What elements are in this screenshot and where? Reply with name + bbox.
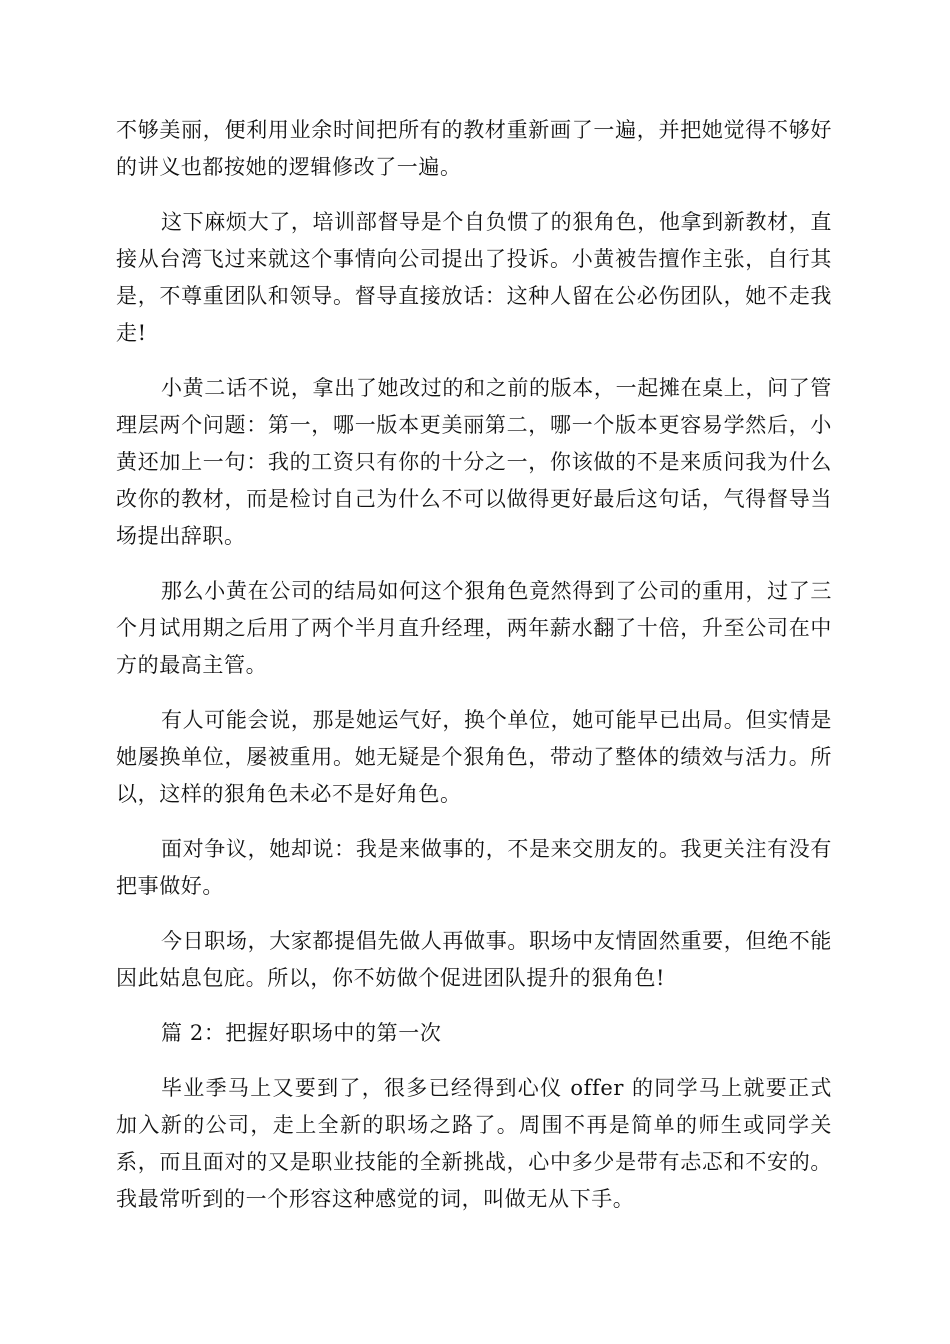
paragraph-outcome: 那么小黄在公司的结局如何这个狠角色竟然得到了公司的重用，过了三个月试用期之后用了两个半月直升经理，两年薪水翻了十倍，升至公司在中方的最高主管。 bbox=[116, 579, 832, 677]
section-heading: 篇 2：把握好职场中的第一次 bbox=[161, 1021, 442, 1045]
paragraph-complaint: 这下麻烦大了，培训部督导是个自负惯了的狠角色，他拿到新教材，直接从台湾飞过来就这个事情向公司提出了投诉。小黄被告擅作主张，自行其是，不尊重团队和领导。督导直接放话：这种人留在公必伤团队，她不走我走! bbox=[116, 210, 832, 345]
paragraph-response: 小黄二话不说，拿出了她改过的和之前的版本，一起摊在桌上，问了管理层两个问题：第一，哪一版本更美丽第二，哪一个版本更容易学然后，小黄还加上一句：我的工资只有你的十分之一，你该做的不是来质问我为什么改你的教材，而是检讨自己为什么不可以做得更好最后这句话，气得督导当场提出辞职。 bbox=[116, 376, 832, 548]
paragraph-quote: 面对争议，她却说：我是来做事的，不是来交朋友的。我更关注有没有把事做好。 bbox=[116, 837, 832, 898]
paragraph-continued: 不够美丽，便利用业余时间把所有的教材重新画了一遍，并把她觉得不够好的讲义也都按她的逻辑修改了一遍。 bbox=[116, 118, 832, 179]
paragraph-graduation: 毕业季马上又要到了，很多已经得到心仪 offer 的同学马上就要正式加入新的公司，走上全新的职场之路了。周围不再是简单的师生或同学关系，而且面对的又是职业技能的全新挑战，心中多少是带有忐忑和不安的。我最常听到的一个形容这种感觉的词，叫做无从下手。 bbox=[116, 1076, 832, 1211]
paragraph-conclusion: 今日职场，大家都提倡先做人再做事。职场中友情固然重要，但绝不能因此姑息包庇。所以，你不妨做个促进团队提升的狠角色! bbox=[116, 929, 832, 990]
paragraph-reflection: 有人可能会说，那是她运气好，换个单位，她可能早已出局。但实情是她屡换单位，屡被重用。她无疑是个狠角色，带动了整体的绩效与活力。所以，这样的狠角色未必不是好角色。 bbox=[116, 708, 832, 806]
document-page bbox=[116, 112, 832, 1236]
